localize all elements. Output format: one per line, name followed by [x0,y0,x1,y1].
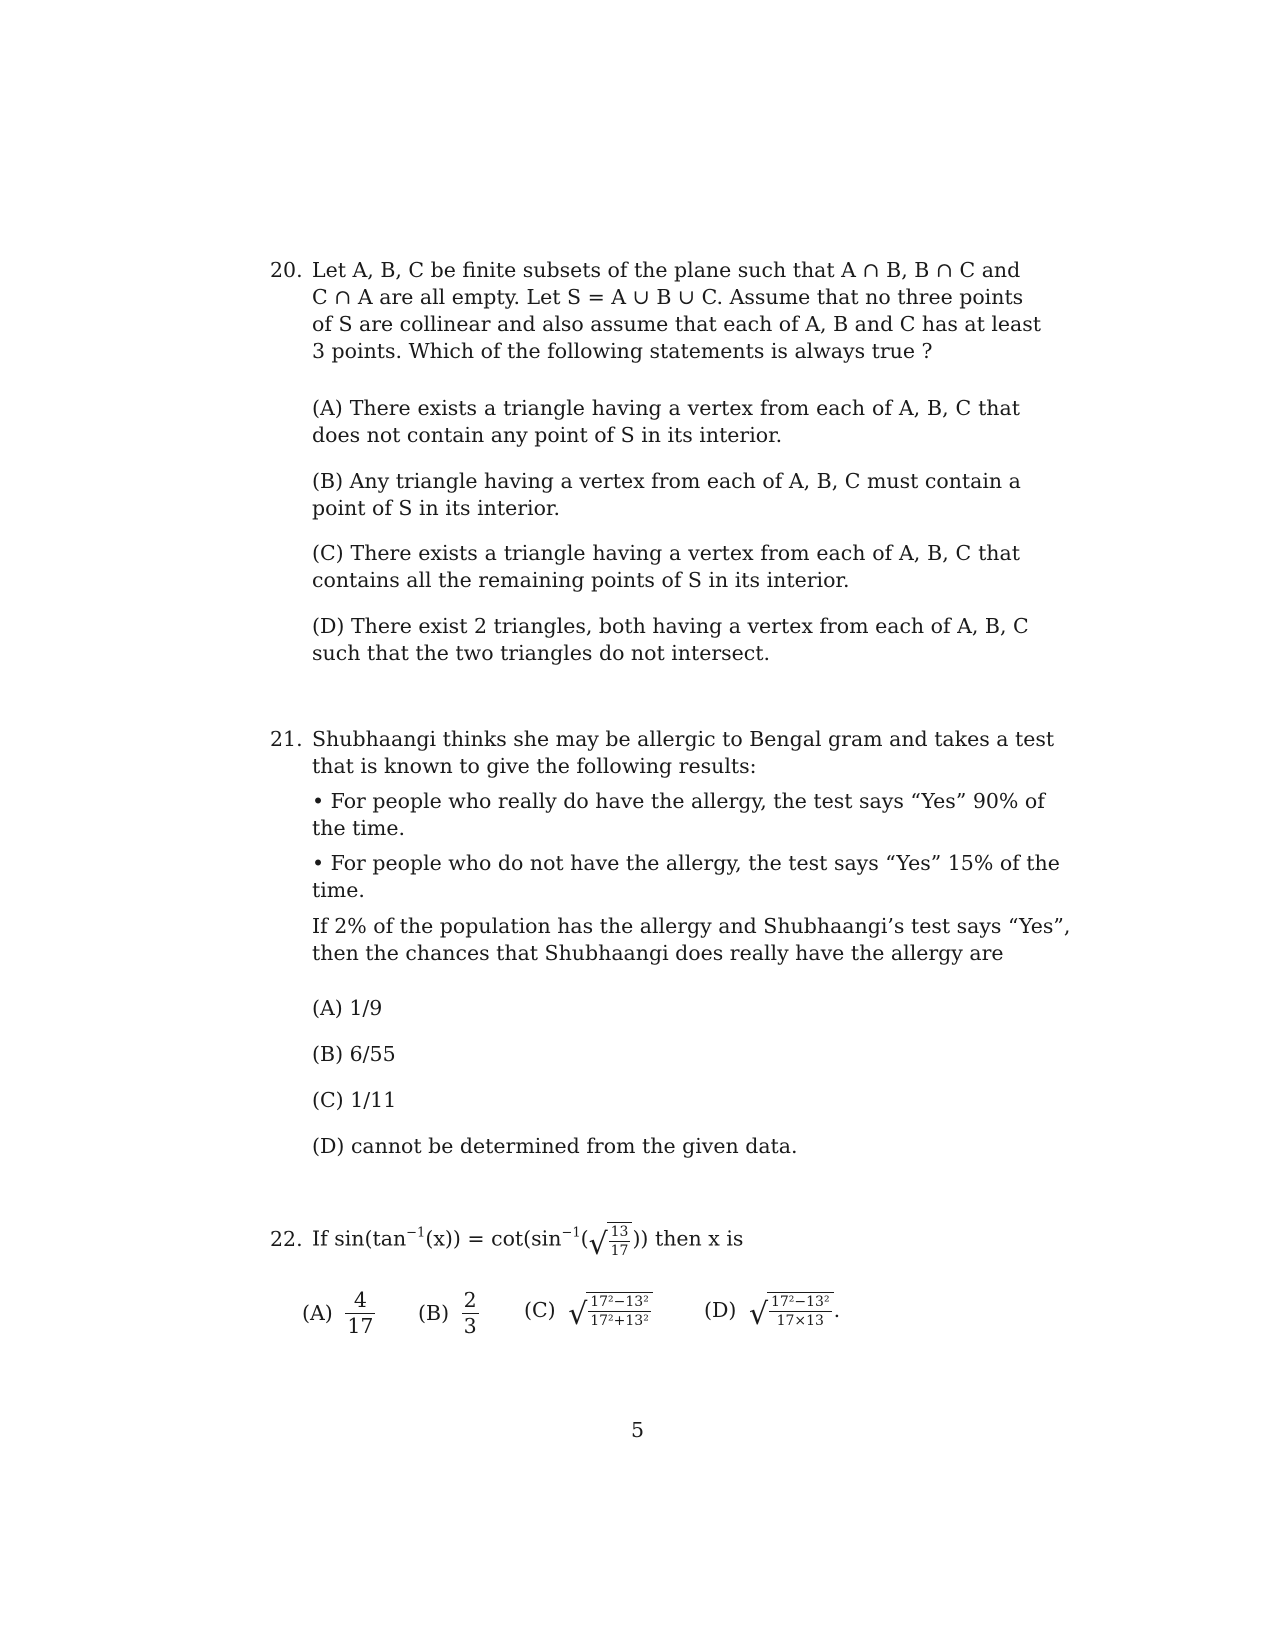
square-root: √ $\frac{\text{17²−13²}}{\text{17²+13²}}$ [568,1292,653,1328]
option-text: There exist 2 triangles, both having a vertex from each of A, B, C [350,614,1029,638]
stem-line: C ∩ A are all empty. Let S = A ∪ B ∪ C. Assume that no three points [312,285,1024,309]
stem-text: )) then x is [632,1226,744,1251]
stem-line: of S are collinear and also assume that each of A, B and C has at least [312,312,1042,336]
question-number: 20. [270,258,303,282]
stem-line: that is known to give the following results: [312,754,757,778]
period: . [833,1298,841,1322]
option-label: (C) [524,1298,556,1322]
option-line: does not contain any point of S in its interior. [312,423,783,447]
q21-option-c: (C) 1/11 [312,1088,397,1112]
option-line [312,396,1020,420]
option-text: Any triangle having a vertex from each of A, B, C must contain a [349,469,1021,493]
option-line [312,469,1020,493]
square-root: √ $\frac{13}{17}$ [589,1222,633,1258]
fraction: $\frac{13}{17}$ [610,1224,629,1259]
stem-line: 3 points. Which of the following statements is always true ? [312,339,933,363]
bullet-line: • For people who do not have the allergy, the test says “Yes” 15% of the [312,851,1060,875]
q21-option-b: (B) 6/55 [312,1042,396,1066]
q22-option-b [418,1290,479,1336]
q22-option-a [302,1290,375,1336]
fraction: $\frac{2}{3}$ [463,1288,477,1338]
page-number: 5 [630,1418,645,1442]
stem-line: If 2% of the population has the allergy and Shubhaangi’s test says “Yes”, [312,914,1071,938]
question-number: 21. [270,727,303,751]
option-line: such that the two triangles do not intersect. [312,641,771,665]
question-22-stem [312,1222,744,1262]
inverse-exponent: −1 [406,1225,426,1241]
stem-text: If sin(tan [312,1226,407,1251]
q22-option-d [704,1292,841,1332]
q21-option-d: (D) cannot be determined from the given data. [312,1134,798,1158]
option-line [312,614,1029,638]
stem-text: (x)) = cot(sin [425,1226,562,1251]
option-line: point of S in its interior. [312,496,560,520]
stem-text: ( [580,1226,589,1251]
option-label: (B) [418,1301,450,1325]
option-line: contains all the remaining points of S in its interior. [312,568,850,592]
fraction: $\frac{4}{17}$ [347,1288,374,1338]
bullet-line: • For people who really do have the allergy, the test says “Yes” 90% of [312,789,1045,813]
stem-line: then the chances that Shubhaangi does really have the allergy are [312,941,1004,965]
stem-line: Let A, B, C be finite subsets of the plane such that A ∩ B, B ∩ C and [312,258,1021,282]
option-label: (B) [312,469,344,493]
bullet-line: the time. [312,816,405,840]
option-text: There exists a triangle having a vertex from each of A, B, C that [350,541,1020,565]
fraction: $\frac{\text{17²−13²}}{17\times 13}$ [770,1294,830,1329]
option-text: There exists a triangle having a vertex from each of A, B, C that [349,396,1020,420]
square-root: √ $\frac{\text{17²−13²}}{17\times 13}$ [749,1292,834,1328]
option-label: (D) [704,1298,737,1322]
stem-line: Shubhaangi thinks she may be allergic to Bengal gram and takes a test [312,727,1055,751]
bullet-line: time. [312,878,365,902]
option-label: (D) [312,614,345,638]
option-label: (C) [312,541,344,565]
fraction: $\frac{\text{17²−13²}}{\text{17²+13²}}$ [590,1294,649,1329]
question-number: 22. [270,1227,303,1251]
q21-option-a: (A) 1/9 [312,996,383,1020]
option-label: (A) [312,396,343,420]
option-label: (A) [302,1301,333,1325]
inverse-exponent: −1 [561,1225,581,1241]
option-line [312,541,1020,565]
q22-option-c [524,1292,653,1332]
